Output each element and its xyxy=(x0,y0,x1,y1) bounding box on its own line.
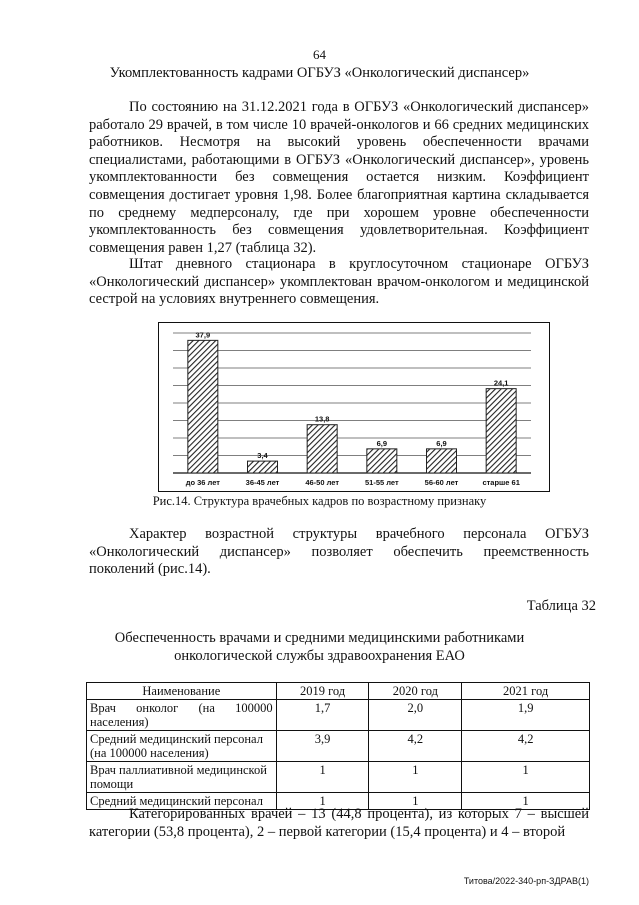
bar xyxy=(427,449,457,473)
paragraph-age-structure: Характер возрастной структуры врачебного персонала ОГБУЗ «Онкологический диспансер» позволяет обеспечить преемственность поколений (рис.14). xyxy=(89,526,589,578)
bar xyxy=(248,461,278,473)
figure-caption: Рис.14. Структура врачебных кадров по возрастному признаку xyxy=(152,494,487,508)
cell-value: 1,7 xyxy=(276,700,369,731)
tick-label: 36-45 лет xyxy=(245,478,280,487)
staffing-table xyxy=(86,682,590,810)
cell-value: 2,0 xyxy=(369,700,462,731)
header-2021: 2021 год xyxy=(462,683,590,700)
table-row xyxy=(87,700,590,731)
row-label: Врач паллиативной медицинской помощи xyxy=(87,762,277,793)
chart-canvas xyxy=(159,323,549,491)
header-2019: 2019 год xyxy=(276,683,369,700)
row-label: Средний медицинский персонал xyxy=(87,793,277,810)
table-row xyxy=(87,762,590,793)
cell-value: 4,2 xyxy=(462,731,590,762)
bar xyxy=(188,340,218,473)
data-label: 24,1 xyxy=(493,378,509,388)
row-label: Средний медицинский персонал (на 100000 населения) xyxy=(87,731,277,762)
header-name: Наименование xyxy=(87,683,277,700)
document-footer-code: Титова/2022-340-рп-ЗДРАВ(1) xyxy=(463,876,589,886)
data-label: 3,4 xyxy=(257,451,268,461)
tick-label: 51-55 лет xyxy=(364,478,399,487)
tick-label: старше 61 xyxy=(482,478,520,487)
tick-label: 46-50 лет xyxy=(305,478,340,487)
table-title-line-2: онкологической службы здравоохранения ЕАО xyxy=(174,647,465,664)
paragraph-staffing: По состоянию на 31.12.2021 года в ОГБУЗ «Онкологический диспансер» работало 29 врачей, в том числе 10 врачей-онкологов и 66 средних медицинских работников. Несмотря на высокий уровень обеспеченности врачами специалистами, работающими в ОГБУЗ «Онкологический диспансер», уровень укомплектованности без совмещения остается низким. Коэффициент совмещения достигает уровня 1,98. Более благоприятная картина складывается по среднему медперсоналу, где при хорошем уровне обеспеченности укомплектованность без совмещения удовлетворительная. Коэффициент совмещения равен 1,27 (таблица 32). xyxy=(89,99,589,256)
age-structure-chart xyxy=(158,322,550,492)
tick-label: до 36 лет xyxy=(185,478,220,487)
table-header-row xyxy=(87,683,590,700)
cell-value: 1 xyxy=(462,793,590,810)
table-label: Таблица 32 xyxy=(526,598,596,614)
header-2020: 2020 год xyxy=(369,683,462,700)
bar xyxy=(486,389,516,473)
cell-value: 1 xyxy=(369,762,462,793)
bar xyxy=(307,425,337,473)
tick-label: 56-60 лет xyxy=(424,478,459,487)
data-label: 37,9 xyxy=(195,330,211,340)
cell-value: 1,9 xyxy=(462,700,590,731)
bar xyxy=(367,449,397,473)
table-title-line-1: Обеспеченность врачами и средними медицинскими работниками xyxy=(114,630,525,646)
table-title xyxy=(0,630,639,665)
data-label: 6,9 xyxy=(376,438,388,448)
cell-value: 1 xyxy=(276,793,369,810)
data-label: 6,9 xyxy=(436,438,447,448)
data-label: 13,8 xyxy=(314,414,330,424)
cell-value: 4,2 xyxy=(369,731,462,762)
row-label: Врач онколог (на 100000 населения) xyxy=(87,700,277,731)
paragraph-categories: Категорированных врачей – 13 (44,8 процента), из которых 7 – высшей категории (53,8 процента), 2 – первой категории (15,4 процента) и 4 – второй xyxy=(89,806,589,840)
cell-value: 1 xyxy=(369,793,462,810)
cell-value: 1 xyxy=(276,762,369,793)
cell-value: 3,9 xyxy=(276,731,369,762)
cell-value: 1 xyxy=(462,762,590,793)
page-number: 64 xyxy=(313,47,326,62)
section-heading: Укомплектованность кадрами ОГБУЗ «Онкологический диспансер» xyxy=(109,65,530,81)
table-row xyxy=(87,731,590,762)
paragraph-day-hospital: Штат дневного стационара в круглосуточном стационаре ОГБУЗ «Онкологический диспансер» укомплектован врачом-онкологом и медицинской сестрой на условиях внутреннего совмещения. xyxy=(89,256,589,308)
